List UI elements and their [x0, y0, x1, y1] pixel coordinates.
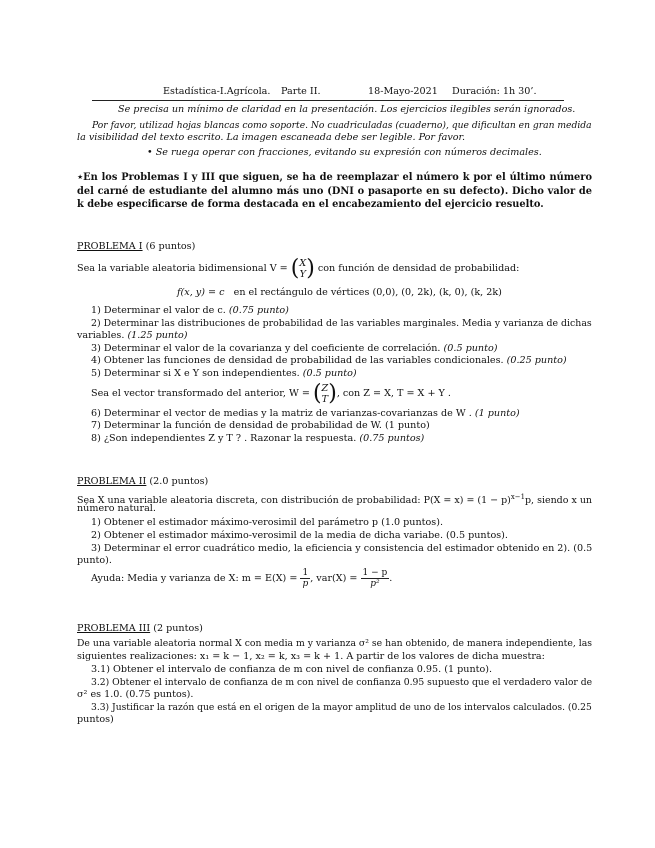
p1-question-6	[91, 408, 520, 420]
variance-fraction	[361, 568, 393, 589]
vector-w-top: Z	[321, 382, 329, 394]
note-fractions-text: Se ruega operar con fracciones, evitando su expresión con números decimales.	[155, 147, 542, 158]
problem-3-heading	[77, 623, 203, 635]
p2-intro-b: p, siendo x un	[524, 495, 593, 507]
p1-q6-text: 6) Determinar el vector de medias y la matriz de varianzas-covarianzas de W .	[91, 408, 472, 419]
p2-question-3: 3) Determinar el error cuadrático medio, la eficiencia y consistencia del estimador obtenido en 2). (0.5	[91, 543, 593, 554]
p1-transform-b: , con Z = X, T = X + Y .	[336, 388, 451, 399]
p3-question-3: 3.3) Justificar la razón que está en el origen de la mayor amplitud de uno de los intervalos calculados. (0.25	[91, 702, 592, 713]
p3-question-1: 3.1) Obtener el intervalo de confianza de m con nivel de confianza 0.95. (1 punto).	[91, 664, 493, 675]
exam-date: 18-Mayo-2021	[368, 86, 438, 97]
mean-fraction-num: 1	[300, 568, 310, 579]
mean-fraction	[300, 568, 310, 589]
p2-intro-a: Sea X una variable aleatoria discreta, con distribución de probabilidad: P(X = x) = (1 − p)	[77, 495, 511, 507]
p3-question-2-cont: σ² es 1.0. (0.75 puntos).	[77, 689, 194, 700]
p1-intro	[77, 256, 519, 282]
variance-fraction-den: p²	[370, 579, 380, 589]
p3-intro-cont: siguientes realizaciones: x₁ = k − 1, x₂ = k, x₃ = k + 1. A partir de los valores de dicha muestra:	[77, 651, 545, 662]
p1-intro-a: Sea la variable aleatoria bidimensional V =	[77, 263, 288, 274]
p2-question-3-cont: punto).	[77, 555, 112, 566]
vector-v	[299, 258, 306, 280]
variance-fraction-num: 1 − p	[362, 568, 388, 578]
problem-1-heading	[77, 241, 195, 253]
p1-question-3	[91, 343, 497, 355]
k-instruction: ⋆En los Problemas I y III que siguen, se ha de reemplazar el número k por el último número del carné de estudiante del alumno más uno (DNI o pasaporte en su defecto). Dicho valor de k debe especificarse de forma destacada en el encabezamiento del ejercicio resuelto.	[77, 172, 592, 211]
p2-help-a: Ayuda: Media y varianza de X: m = E(X) =	[91, 573, 298, 584]
vector-w-paren-right: )	[328, 380, 337, 406]
p1-q1-points: (0.75 punto)	[228, 305, 289, 316]
p1-q3-text: 3) Determinar el valor de la covarianza y del coeficiente de correlación.	[91, 343, 441, 354]
problem-1-points: (6 puntos)	[145, 241, 196, 252]
vector-paren-left: (	[290, 255, 300, 281]
p1-question-2: 2) Determinar las distribuciones de probabilidad de las variables marginales. Media y varianza de dichas	[91, 318, 592, 329]
exam-duration: Duración: 1h 30’.	[452, 86, 537, 97]
problem-2-points: (2.0 puntos)	[149, 476, 209, 487]
p1-q4-points: (0.25 punto)	[506, 355, 567, 366]
p1-q5-points: (0.5 punto)	[302, 368, 357, 379]
bullet-icon: •	[147, 147, 156, 158]
p2-question-1: 1) Obtener el estimador máximo-verosimil del parámetro p (1.0 puntos).	[91, 517, 443, 528]
p1-q2b-text: variables.	[77, 330, 125, 341]
p1-q1-text: 1) Determinar el valor de c.	[91, 305, 226, 316]
vector-paren-right: )	[306, 255, 315, 281]
vector-w	[322, 383, 329, 405]
vector-v-top: X	[299, 257, 307, 269]
p2-help	[91, 566, 392, 592]
header-divider	[92, 100, 564, 101]
density-formula	[177, 287, 502, 299]
p3-question-2: 3.2) Obtener el intervalo de confianza de m con nivel de confianza 0.95 supuesto que el verdadero valor de	[91, 677, 593, 688]
vector-v-bottom: Y	[299, 268, 306, 280]
p2-help-b: , var(X) =	[310, 573, 358, 584]
vector-w-bottom: T	[321, 393, 329, 405]
p2-intro-cont: número natural.	[77, 503, 156, 514]
p3-question-3-cont: puntos)	[77, 714, 114, 725]
note-clarity: Se precisa un mínimo de claridad en la presentación. Los ejercicios ilegibles serán ignorados.	[118, 104, 576, 115]
density-lhs: f(x, y) = c	[177, 287, 225, 298]
p1-q3-points: (0.5 punto)	[443, 343, 498, 354]
problem-2-title: PROBLEMA II	[77, 476, 147, 487]
problem-3-points: (2 puntos)	[153, 623, 203, 634]
p1-question-7: 7) Determinar la función de densidad de probabilidad de W. (1 punto)	[91, 420, 430, 431]
p2-help-c: .	[389, 573, 393, 584]
p1-transform	[91, 381, 451, 407]
p1-transform-a: Sea el vector transformado del anterior, W =	[91, 388, 310, 399]
problem-1-title: PROBLEMA I	[77, 241, 143, 252]
p3-intro: De una variable aleatoria normal X con media m y varianza σ² se han obtenido, de manera independiente, las	[77, 638, 593, 649]
p2-intro-exponent: x−1	[510, 493, 525, 501]
course-name: Estadística-I.Agrícola.	[163, 86, 271, 97]
p1-q8-points: (0.75 puntos)	[359, 433, 425, 444]
p1-question-2-cont	[77, 330, 187, 342]
problem-3-title: PROBLEMA III	[77, 623, 151, 634]
vector-w-paren-left: (	[312, 380, 322, 406]
p1-question-4	[91, 355, 567, 367]
p1-q5-text: 5) Determinar si X e Y son independientes.	[91, 368, 300, 379]
p1-q4-text: 4) Obtener las funciones de densidad de probabilidad de las variables condicionales.	[91, 355, 504, 366]
note-paper-1: Por favor, utilizad hojas blancas como soporte. No cuadriculadas (cuaderno), que dificultan en gran medida	[92, 120, 592, 131]
note-paper-2: la visibilidad del texto escrito. La imagen escaneada debe ser legible. Por favor.	[77, 132, 466, 143]
p1-q8-text: 8) ¿Son independientes Z y T ? . Razonar la respuesta.	[91, 433, 357, 444]
problem-2-heading	[77, 476, 208, 488]
mean-fraction-den: p	[302, 579, 309, 589]
p1-question-8	[91, 433, 424, 445]
exam-part: Parte II.	[281, 86, 321, 97]
p1-q2-points: (1.25 punto)	[127, 330, 188, 341]
density-rhs: en el rectángulo de vértices (0,0), (0, 2k), (k, 0), (k, 2k)	[233, 287, 502, 298]
p1-q6-points: (1 punto)	[474, 408, 520, 419]
p1-question-5	[91, 368, 357, 380]
note-fractions	[147, 147, 542, 159]
p1-intro-b: con función de densidad de probabilidad:	[317, 263, 520, 274]
p2-question-2: 2) Obtener el estimador máximo-verosimil de la media de dicha variabe. (0.5 puntos).	[91, 530, 508, 541]
p1-question-1	[91, 305, 289, 317]
